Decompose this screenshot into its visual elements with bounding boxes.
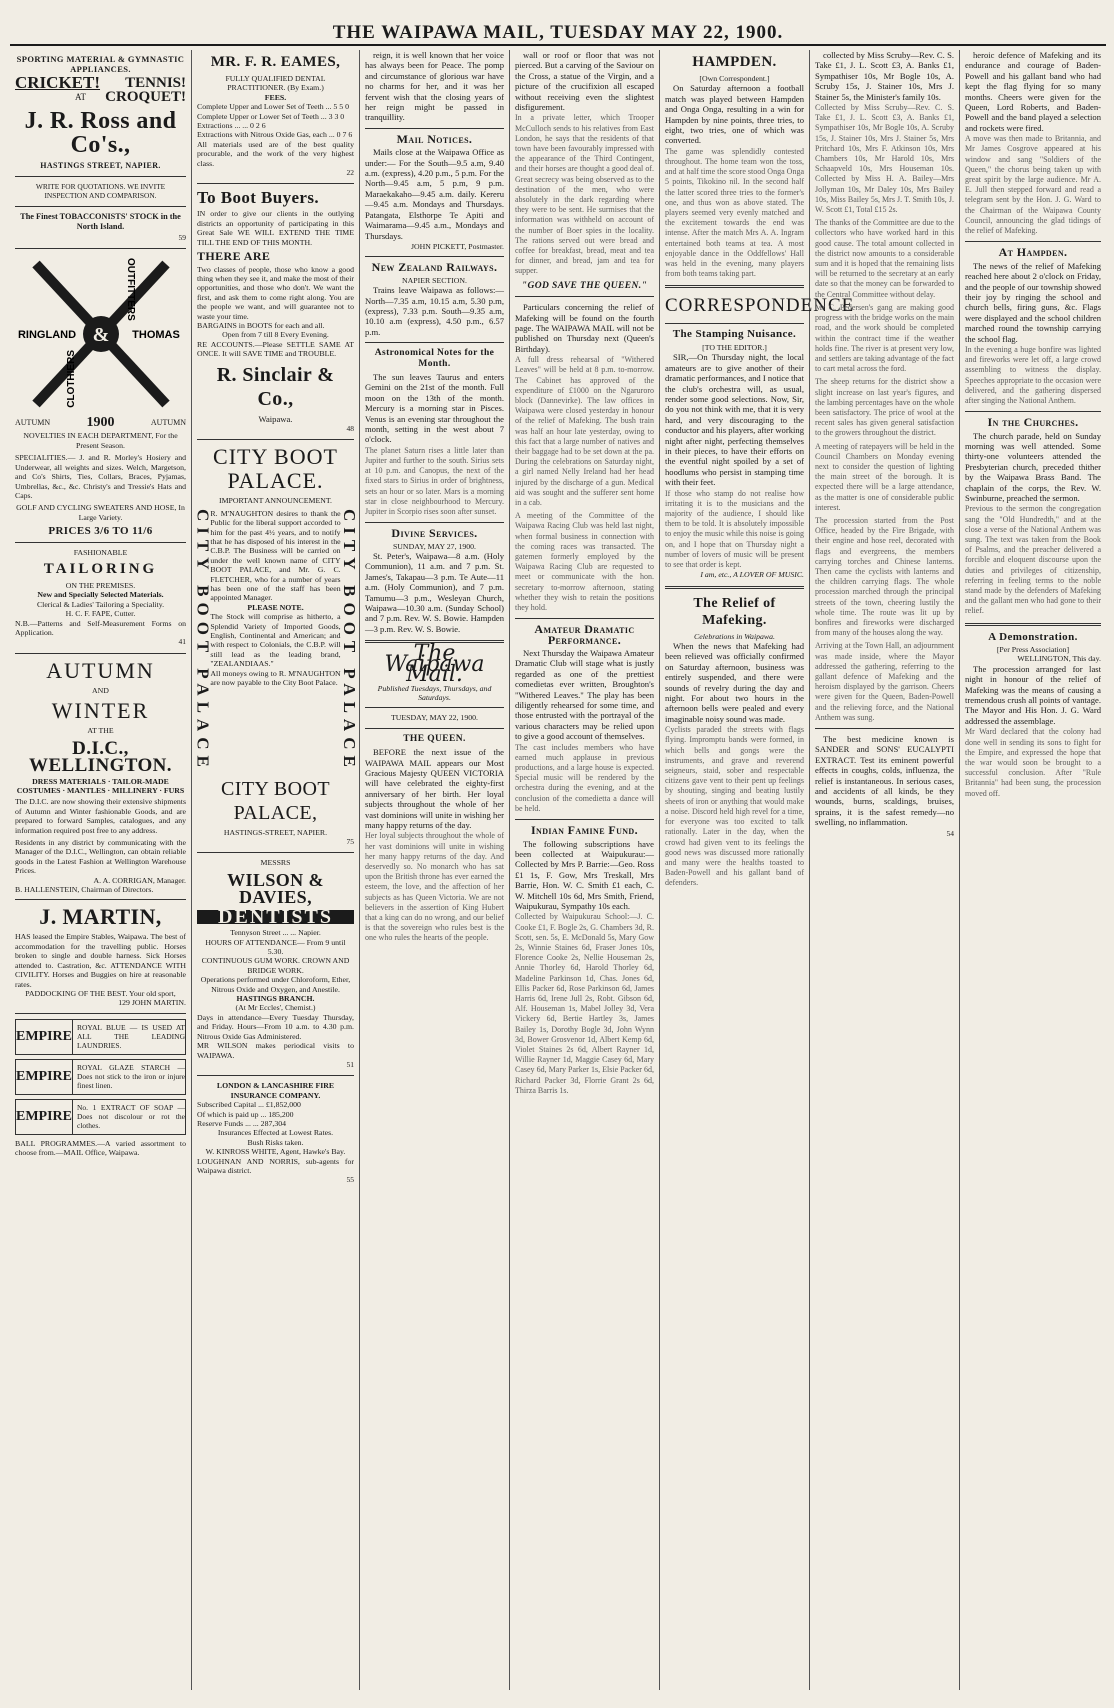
- napier-section: NAPIER SECTION.: [402, 275, 467, 285]
- queen-text: BEFORE the next issue of the WAIPAWA MAIL appears our Most Gracious Majesty QUEEN VICTORIA will have celebrated the eighty-first anniversary of her birth. Her loyal subjects throughout the whole of her vast dominions will unite in wishing her many happy returns of the day.: [365, 747, 504, 830]
- kinross-line: W. KINROSS WHITE, Agent, Hawke's Bay.: [205, 1147, 346, 1157]
- autumn-right: AUTUMN: [150, 418, 186, 428]
- city-boot-footer: CITY BOOT PALACE,: [221, 777, 330, 824]
- column-7: heroic defence of Mafeking and its endurance and courage of Baden-Powell and his gallant band who had kept the flag flying for so many months. Cheers were given for the Queen, Lord Roberts, and Baden-Powell and the band played a selection and rockets were fired. A move was then made to Britannia, and Mr James Cosgrove appeared at his window and sang "Soldiers of the Queen," the chorus being taken up with great spirit by the large audience. Mr A. E. Jull then stepped forward and read a telegram sent by the Hon. J. G. Ward to the Chairman of the Waipawa County Council, announcing the glad tidings of the relief of Mafeking. At Hampden. The news of the relief of Mafeking reached here about 2 o'clock on Friday, and the people of our township showed their joy by ringing the school and church bells, firing guns, &c. Flags were displayed and the school children marched round the township carrying the school flag. In the evening a huge bonfire was lighted and fireworks were let off, a large crowd assembling to witness the display. Speeches appropriate to the occasion were delivered, and the gathering dispersed after singing the National Anthem. In the Churches. The church parade, held on Sunday morning was well attended. Some thirty-one volunteers attended the Presbyterian church, preceded thither by the Waipawa Brass Band. The chaplain of the corps, the Rev. W. Swinburne, preached the sermon. Previous to the sermon the congregation sang the "Old Hundredth," and at the close a verse of the National Anthem was sung. The text was taken from the Book of Psalms, and the preacher delivered a forcible and eloquent discourse upon the duties and privileges of citizenship, referring in feeling terms to the noble stand made by the defenders of Mafeking and the gallant men who had gone to their relief. A Demonstration. [Per Press Association] WELLINGTON, This day. The procession arranged for last night in honour of the relief of Mafeking was the means of causing a tremendous crush all points of vantage. The Mayor and His Hon. J. G. Ward addressed the assemblage. Mr Ward declared that the colony had done well in sending its sons to fight for the Empire, and expressed the hope that the war would soon be brought to a successful conclusion. After "Rule Britannia" had been sung, the procession moved off.: [965, 50, 1101, 798]
- rail-text: Trains leave Waipawa as follows:— North—7.35 a.m, 10.15 a.m, 5.30 p.m, (express), 7.33 p.m. South—9.35 a.m, 10.10 a.m (express), 4.50 p.m., 6.57 p.m.: [365, 285, 504, 337]
- empire-ad-2: [15, 1059, 186, 1095]
- boot-text-2: Two classes of people, those who know a good thing when they see it, and make the most of their opportunities, and those who don't. We want the first, and ask them to come right along. You are the people we want, and will guarantee not to waste your time.: [197, 264, 354, 321]
- london-lancashire: LONDON & LANCASHIRE FIRE INSURANCE COMPANY.: [216, 1081, 335, 1100]
- dateline: TUESDAY, MAY 22, 1900.: [391, 713, 478, 723]
- empire-word-2: EMPIRE: [16, 1060, 73, 1094]
- accounts-line: RE ACCOUNTS.—Please SETTLE SAME AT ONCE. It will SAVE TIME and TROUBLE.: [197, 339, 354, 359]
- divine-services-heading: Divine Services.: [391, 526, 478, 541]
- services-text: St. Peter's, Waipawa—8 a.m. (Holy Communion), 11 a.m. and 7 p.m. St. James's, Takapau—3 p.m. Te Aute—11 a.m. (Holy Communion), and 7 p.m. Tamumu—3 p.m., Wesleyan Church, Waipawa—10.30 a.m. (Sunday School) and 7 p.m. Rev. W. S. Bowie. Hampden—3 p.m. Rev. W. S. Bowie.: [365, 551, 504, 634]
- operations-line: Operations performed under Chloroform, Ether, Nitrous Oxide and Oxygen, and Anestile.: [200, 975, 351, 994]
- railways-heading: New Zealand Railways.: [371, 260, 498, 275]
- dentists-banner: DENTISTS: [197, 910, 354, 924]
- at-hampden-heading: At Hampden.: [998, 245, 1068, 260]
- demonstration-heading: A Demonstration.: [988, 630, 1078, 643]
- bargains-line: BARGAINS in BOOTS for each and all.: [197, 320, 325, 330]
- mr-wilson-line: MR WILSON makes periodical visits to WAIPAWA.: [197, 1041, 354, 1060]
- fashionable-label: FASHIONABLE: [73, 547, 128, 557]
- hampden-heading: HAMPDEN.: [692, 54, 777, 70]
- fape-line: H. C. F. FAPE, Cutter.: [65, 609, 136, 619]
- relief-text: When the news that Mafeking had been relieved was officially confirmed on Saturday afternoon, business was entirely suspended, and there were sounds of revelry during the day and night. For about two hours in the afternoon bells were pealed and every imaginable noisy sound was made.: [665, 641, 804, 724]
- city-boot-side-left: CITY BOOT PALACE: [193, 508, 213, 773]
- mail-text: Mails close at the Waipawa Office as under:— For the South—9.5 a.m, 9.40 a.m. (express), 4.20 p.m., 5 p.m. For the North—9.45 a.m, 5 p.m, 9 p.m. Maraekakaho—9.45 a.m. daily. Kereru—9.45 a.m. Mondays and Thursdays. Patangata, Elsthorpe Te Apiti and Waimarama—9.45 a.m., Mondays and Thursdays.: [365, 147, 504, 241]
- column-3: reign, it is well known that her voice has always been for Peace. The pomp and circumstance of glorious war have no charms for her, and it was her fervent wish that the closing years of her reign might be passed in tranquillity. Mail Notices. Mails close at the Waipawa Office as under:— For the South—9.5 a.m, 9.40 a.m. (express), 4.20 p.m., 5 p.m. For the North—9.45 a.m, 5 p.m, 9 p.m. Maraekakaho—9.45 a.m. daily. Kereru—9.45 a.m. Mondays and Thursdays. Patangata, Elsthorpe Te Apiti and Waimarama—9.45 a.m., Mondays and Thursdays. JOHN PICKETT, Postmaster. New Zealand Railways. NAPIER SECTION. Trains leave Waipawa as follows:— North—7.35 a.m, 10.15 a.m, 5.30 p.m, (express), 7.33 p.m. South—9.35 a.m, 10.10 a.m (express), 4.50 p.m., 6.57 p.m. Astronomical Notes for the Month. The sun leaves Taurus and enters Gemini on the 21st of the month. Full moon on the 13th of the month. Mercury is a morning star in Pisces. Venus is an evening star throughout the month, setting in the west about 7 o'clock. The planet Saturn rises a little later than Jupiter and further to the south. Sirius sets at 10 p.m. and Canopus, the next of the fixed stars to Sirius in order of brightness, sets an hour or so later. Mars is a morning star in close neighbourhood to Mercury. Jupiter in Scorpio rises soon after sunset. Divine Services. SUNDAY, MAY 27, 1900. St. Peter's, Waipawa—8 a.m. (Holy Communion), 11 a.m. and 7 p.m. St. James's, Takapau—3 p.m. Te Aute—11 a.m. (Holy Communion), and 7 p.m. Tamumu—3 p.m., Wesleyan Church, Waipawa—10.30 a.m. (Sunday School) and 7 p.m. Rev. W. S. Bowie. Hampden—3 p.m. Rev. W. S. Bowie. The Waipawa Mail. Published Tuesdays, Thursdays, and Saturdays. TUESDAY, MAY 22, 1900. THE QUEEN. BEFORE the next issue of the WAIPAWA MAIL appears our Most Gracious Majesty QUEEN VICTORIA will have celebrated the eighty-first anniversary of her birth. Her loyal subjects throughout the whole of her vast dominions will unite in wishing her many happy returns of the day. Her loyal subjects throughout the whole of her vast dominions will unite in wishing her many happy returns of the day. And deservedly so. No monarch who has sat upon the British throne has ever earned the esteem, the love, and the affection of her subjects as has Queen Victoria. We are not believers in the assertion of King Hubert that a king can do no wrong, and our belief is that the sovereign who rules best is the one who rules the hearts of the people.: [360, 50, 510, 1690]
- capital-line-2: Of which is paid up ... 185,200: [197, 1109, 294, 1119]
- empire-text-2: ROYAL GLAZE STARCH — Does not stick to the iron or injure finest linen.: [77, 1063, 185, 1091]
- ad-number-wilson: 51: [346, 1059, 354, 1069]
- astronomical-heading: Astronomical Notes for the Month.: [374, 348, 495, 369]
- dic-dept-list: DRESS MATERIALS · TAILOR-MADE COSTUMES · MANTLES · MILLINERY · FURS: [16, 776, 185, 795]
- sinclair-town: Waipawa.: [258, 413, 293, 424]
- relief-particulars: Particulars concerning the relief of Mafeking will be found on the fourth page. The WAIPAWA MAIL will not be published on Thursday next (Queen's Birthday).: [515, 302, 654, 354]
- martin-text: HAS leased the Empire Stables, Waipawa. The best of accommodation for the travelling public. Horses broken to single and double harness. Sick Horses attended to. Castration, &c. ATTENDANCE WITH CIVILITY. Horses and Buggies on hire at reasonable rates.: [15, 932, 186, 989]
- fee-line-1: Complete Upper and Lower Set of Teeth ... 5 5 0: [197, 102, 349, 112]
- corrigan-line: A. A. CORRIGAN, Manager.: [93, 875, 186, 885]
- boot-buyers-heading: To Boot Buyers.: [197, 188, 320, 208]
- insurances-line: Insurances Effected at Lowest Rates.: [217, 1128, 334, 1138]
- wellington-dateline: WELLINGTON, This day.: [1017, 654, 1101, 664]
- clerical-line: Clerical & Ladies' Tailoring a Speciality.: [36, 599, 165, 609]
- at-the-label: AT THE: [87, 726, 114, 736]
- lougnan-line: LOUGHNAN AND NORRIS, sub-agents for Waipawa district.: [197, 1156, 354, 1175]
- dentist-sub: FULLY QUALIFIED DENTAL PRACTITIONER. (By Exam.): [225, 74, 326, 93]
- gsq-line: "GOD SAVE THE QUEEN.": [521, 280, 648, 291]
- published-line: Published Tuesdays, Thursdays, and Saturdays.: [377, 683, 492, 702]
- residents-text: Residents in any district by communicating with the Manager of the D.I.C., Wellington, can obtain reliable goods in the Latest Fashion at Wellington Warehouse Prices.: [15, 838, 186, 876]
- boot-text: IN order to give our clients in the outlying districts an opportunity of participating in this Great Sale WE WILL EXTEND THE TIME TILL THE END OF THIS MONTH.: [197, 209, 354, 247]
- moneys-text: All moneys owing to R. M'NAUGHTON are now payable to the City Boot Palace.: [210, 668, 341, 688]
- winter-heading: WINTER: [51, 698, 150, 724]
- novelties-text: NOVELTIES IN EACH DEPARTMENT, For the Present Season.: [23, 431, 178, 450]
- stamping-text: SIR,—On Thursday night, the local amateurs are to give another of their dramatic performances, and I notice that the club's orchestra will, as usual, render some good selections. Now, Sir, do you not think with me, that it is very hard, and very discouraging to the conductor and his players, after working night after night, perfecting themselves in their pieces, to have their efforts on the eventful night spoiled by a set of hoodlums who persist in stamping time with their feet.: [665, 352, 804, 488]
- fee-line-4: Extractions with Nitrous Oxide Gas, each ... 0 7 6: [197, 130, 353, 140]
- empire-word-3: EMPIRE: [16, 1100, 73, 1134]
- logo-ringland: RINGLAND: [17, 329, 76, 342]
- fee-line-2: Complete Upper or Lower Set of Teeth ... 3 3 0: [197, 111, 345, 121]
- amateur-heading: Amateur Dramatic Performance.: [534, 622, 635, 647]
- hallenstein-line: B. HALLENSTEIN, Chairman of Directors.: [15, 885, 154, 895]
- sunday-date: SUNDAY, MAY 27, 1900.: [392, 541, 477, 551]
- materials-line: New and Specially Selected Materials.: [37, 590, 164, 600]
- city-boot-text: R. M'NAUGHTON desires to thank the Public for the liberal support accorded to him for the past 4½ years, and to notify that he has disposed of his interest in the C.B.P. The Business will be carried on under the well known name of CITY BOOT PALACE, and Mr. G. C. FLETCHER, who for a number of years has been one of the staff has been appointed Manager.: [210, 508, 341, 603]
- relief-heading: The Relief of Mafeking.: [693, 595, 776, 628]
- there-are-heading: THERE ARE: [197, 249, 271, 264]
- astro-text: The sun leaves Taurus and enters Gemini on the 21st of the month. Full moon on the 13th of the month. Mercury is a morning star in Pisces. Venus is an evening star throughout the month, setting in the west about 7 o'clock.: [365, 371, 504, 445]
- logo-outfitters: OUTFITTERS: [124, 258, 136, 321]
- at-hampden-text: The news of the relief of Mafeking reached here about 2 o'clock on Friday, and the people of our township showed their joy by ringing the school and church bells, firing guns, &c. Flags were displayed and the school children marched round the township carrying the school flag.: [965, 260, 1101, 344]
- paddock-line: PADDOCKING OF THE BEST. Your old sport,: [25, 988, 176, 998]
- to-editor: [TO THE EDITOR.]: [702, 342, 767, 352]
- at-eccles: (At Mr Eccles', Chemist.): [235, 1003, 316, 1013]
- cricket-heading: CRICKET!: [15, 72, 101, 92]
- fees-note: All materials used are of the best quality procurable, and the work of the very highest class.: [197, 139, 354, 168]
- ad-number-insurance: 55: [346, 1175, 354, 1185]
- empire-word-1: EMPIRE: [16, 1020, 73, 1054]
- hastings-street: HASTINGS-STREET, NAPIER.: [223, 827, 328, 837]
- own-correspondent: [Own Correspondent.]: [699, 74, 770, 83]
- ad-number-tailoring: 41: [178, 637, 186, 647]
- ross-firm-name: J. R. Ross and Co's.,: [24, 107, 177, 158]
- days-text: Days in attendance—Every Tuesday Thursday, and Friday. Hours—From 10 a.m. to 4.30 p.m. Nitrous Oxide Gas Administered.: [197, 1012, 354, 1041]
- ad-number-dentist: 22: [346, 168, 354, 178]
- paper-title: The Waipawa Mail.: [384, 641, 485, 688]
- specialities-text: SPECIALITIES.— J. and R. Morley's Hosiery and Underwear, all weights and sizes. Welch, Margetson, and Co's Shirts, Ties, Collars, Braces, Pyjamas, Umbrellas, &c., &c. Christy's and Tressie's Hats and Caps.: [15, 453, 186, 500]
- tobacco-line: The Finest TOBACCONISTS' STOCK in the North Island.: [20, 211, 181, 232]
- churches-heading: In the Churches.: [987, 415, 1079, 430]
- hastings-branch: HASTINGS BRANCH.: [236, 994, 315, 1004]
- column-6: collected by Miss Scruby—Rev. C. S. Take £1, J. L. Scott £3, A. Banks £1, Sympathiser 10s, Mr Bogle 10s, A. Scruby 15s, J. Stainer 10s, Mrs J. Stainer 5s, the Minister's family 10s. Collected by Miss Scruby—Rev. C. S. Take £1, J. L. Scott £3, A. Banks £1, Sympathiser 10s, Mr Bogle 10s, A. Scruby 15s, J. Stainer 10s, Mrs J. Stainer 5s, Mrs Pritchard 10s, Mrs F. Atkinson 10s, Mrs Chambers 10s, Mr Harold 10s, Mrs Schaapveld 10s, Mrs Houseman 10s. Collected by Miss H. A. Bailey—Mrs Jollyman 10s, Mr Daley 10s, Mrs Bailey 10s, Miss Bailey 5s, Mrs J. T. Smith 10s, J. W. Scott £1, Total £15 2s. The thanks of the Committee are due to the collectors who have worked hard in this good cause. The total amount collected in the district now amounts to a considerable sum and it is hoped that the remaining lists will be returned to the secretary at an early date so that the money can be forwarded to the Central Committee without delay. Mr C. Pedersen's gang are making good progress with the bridge works on the main road, and the work should be completed within the contract time if the weather holds fine. The river is at present very low, and settlers are taking advantage of the fact to cart metal across the ford. The sheep returns for the district show a slight increase on last year's figures, and the lambing percentages have on the whole been satisfactory. The price of wool at the recent sales has given general satisfaction to the growers throughout the district. A meeting of ratepayers will be held in the Council Chambers on Monday evening next to consider the question of lighting the main street of the borough. It is expected there will be a large attendance, as the matter is one of considerable public interest. The procession started from the Post Office, headed by the Fire Brigade, with their engine and hose reel, decorated with flags and evergreens, the members carrying torches and Chinese lanterns. Then came the cyclists with lanterns and the children carrying flags. The whole procession marched through the principal streets of the town, cheering lustily the whole time. The route was lit up by bonfires and fireworks were discharged from many of the houses along the way. Arriving at the Town Hall, an adjournment was made inside, where the Mayor addressed the gathering, referring to the gallant defence of Mafeking and the heroism displayed by the garrison. Cheers were given for the Queen, Baden-Powell and the relieving force, and the National Anthem was sung. The best medicine known is SANDER and SONS' EUCALYPTI EXTRACT. Test its eminent powerful effects in coughs, colds, influenza, the relief is instantaneous. In serious cases, and accidents of all kinds, be they wounds, burns, scaldings, bruises, sprains, it is the safest remedy—no swelling, no inflammation. 54: [810, 50, 960, 1690]
- masthead: THE WAIPAWA MAIL, TUESDAY MAY 22, 1900.: [10, 22, 1106, 46]
- eucalypti-advert: The best medicine known is SANDER and SONS' EUCALYPTI EXTRACT. Test its eminent powerful effects in coughs, colds, influenza, the relief is instantaneous. In serious cases, and accidents of all kinds, be they wounds, burns, scaldings, bruises, sprains, it is the safest remedy—no swelling, no inflammation.: [815, 734, 954, 828]
- dentist-name: MR. F. R. EAMES,: [210, 54, 341, 70]
- ad-number: 59: [178, 232, 186, 242]
- postmaster-line: JOHN PICKETT, Postmaster.: [411, 241, 504, 251]
- ad-number-city-boot: 75: [346, 837, 354, 847]
- at-label: AT: [75, 92, 86, 103]
- celebrations-line: Celebrations in Waipawa.: [694, 631, 775, 641]
- ross-address: HASTINGS STREET, NAPIER.: [40, 160, 161, 170]
- correspondence-heading: CORRESPONDENCE: [665, 295, 855, 317]
- press-association: [Per Press Association]: [996, 645, 1070, 655]
- sinclair-heading: R. Sinclair & Co.,: [216, 363, 335, 410]
- and-label: AND: [92, 685, 109, 695]
- sporting-heading: SPORTING MATERIAL & GYMNASTIC APPLIANCES.: [16, 54, 185, 75]
- tennyson-line: Tennyson Street ... ... Napier.: [230, 928, 321, 938]
- continuous-line: CONTINUOUS GUM WORK. CROWN AND BRIDGE WORK.: [201, 956, 350, 975]
- column-4: wall or roof or floor that was not pierced. But a carving of the Saviour on the Cross, a statue of the Virgin, and a picture of the crucifixion all escaped without receiving even the slightest disfigurement. In a private letter, which Trooper McCulloch sends to his relatives from East London, he says that the residents of that town have been favourably impressed with the appearance of the Third Contingent, and their horses are thought a good deal of. Great secrecy was being observed as to the destination of the men, who were absolutely in the dark regarding where they were to be sent. He surmises that the information was withheld on account of the number of Boer spies in the locality. The rations served out were bread and coffee for breakfast, bread, meat and tea for dinner, and bread, jam and tea for supper. "GOD SAVE THE QUEEN." Particulars concerning the relief of Mafeking will be found on the fourth page. The WAIPAWA MAIL will not be published on Thursday next (Queen's Birthday). A full dress rehearsal of "Withered Leaves" will be held at 8 p.m. to-morrow. The Cabinet has approved of the expenditure of £1000 on the Ngaruroro block (Dannevirke). The law offices in Waipawa were closed yesterday in honour of the relief of Mafeking. The bush train was half an hour late yesterday, owing to this fact that a large number of natives and their baggage had to be set down at the pa. During the celebrations on Saturday night, a girl named Nelly Ireland had her head injured by the discharge of a gun. Medical aid was sought and the sufferer sent home in a cab. A meeting of the Committee of the Waipawa Racing Club was held last night, when formal business in connection with the coming races was transacted. The gatemen formerly employed by the Waipawa Racing Club are requested to meet or communicate with the hon. secretary to-morrow afternoon, stating whether they wish to retain the positions they hold. Amateur Dramatic Performance. Next Thursday the Waipawa Amateur Dramatic Club will stage what is justly regarded as one of the prettiest comedietas ever written, Broughton's "Withered Leaves." The play has been diligently rehearsed for some time, and those entrusted with the portrayal of the various characters may be relied upon to give a good account of themselves. The cast includes members who have earned much applause in previous productions, and a large house is expected. Special music will be rendered by the orchestra during the evening, and at the conclusion of the comedietta a dance will be held. Indian Famine Fund. The following subscriptions have been collected at Waipukurau:— Collected by Mrs P. Barrie:—Geo. Ross £1 1s, F. Gow, Mrs Treskall, Mrs Barrie, Hon. W. C. Smith £1 each, C. W. Mitchell 10s 6d, Mrs Smith, Friend, Waipukurau, Sympathy 10s each. Collected by Waipukurau School:—J. C. Cooke £1, F. Bogle 2s, G. Chambers 3d, R. Scott, sen. 5s, E. McDonald 5s, Mary Gow 2s, Winnie Staines 6d, Fraser Jones 10s, Florence Cooke 2s, Nellie Houseman 2s, Annie Thorley 6d, Harold Thorley 6d, Madeline Parkinson 1d, Chas. Jones 6d, Ellis Packer 6d, Rose Parkinson 6d, James Harris 6d, Irene Jull 2s, Robt. Gibson 6d, Alf. Houseman 1s, Mabel Jolley 3d, Vera Vickery 6d, Bertie Hartley 3s, James Bailey 1s, Dorothy Bogle 3d, John Wynn 3d, Bower Grosvenor 1d, Albert Kemp 6d, Violet Staines 2s 6d, Albert Rayner 1d, Willie Rayner 1d, Maggie Casey 6d, Mary Casey 6d, Mary Parker 1s, Elsie Packer 6d, Richard Packer 3d, Florrie Grant 2s 6d, Thirza Barris 1s.: [510, 50, 660, 1690]
- indian-famine-heading: Indian Famine Fund.: [530, 823, 639, 838]
- hampden-text: On Saturday afternoon a football match was played between Hampden and Onga Onga, resulting in a win for Hampden by nine points, three tries, to eight, two tries, one of which was converted.: [665, 83, 804, 146]
- indian-text: The following subscriptions have been collected at Waipukurau:— Collected by Mrs P. Barrie:—Geo. Ross £1 1s, F. Gow, Mrs Treskall, Mrs Barrie, Hon. W. C. Smith £1 each, C. W. Mitchell 10s 6d, Mrs Smith, Friend, Waipukurau, Sympathy 10s each.: [515, 838, 654, 911]
- col3-intro: reign, it is well known that her voice has always been for Peace. The pomp and circumstance of glorious war have no charms for her, and it was her fervent wish that the closing years of her reign might be passed in tranquillity.: [365, 50, 504, 123]
- column-5: HAMPDEN. [Own Correspondent.] On Saturday afternoon a football match was played between Hampden and Onga Onga, resulting in a win for Hampden by nine points, three tries, to eight, two tries, one of which was converted. The game was splendidly contested throughout. The home team won the toss, and at half time the score stood Onga Onga 5 points, Tikokino nil. In the second half the latter scored three tries to the former's one, and thus won as above stated. The players seemed very evenly matched and the excitement towards the end was intense. After the match Mrs A. A. Ingram entertained both teams at tea. A most enjoyable dance in the Oddfellows' Hall was held in the evening, many players from both teams taking part. CORRESPONDENCE The Stamping Nuisance. [TO THE EDITOR.] SIR,—On Thursday night, the local amateurs are to give another of their dramatic performances, and I notice that the club's orchestra will, as usual, render some good selections. Now, Sir, do you not think with me, that it is very hard, and very discouraging to the conductor and his players, after working night after night, perfecting themselves in their pieces, to have their efforts on the eventful night spoiled by a set of hoodlums who persist in stamping time with their feet. If those who stamp do not realise how irritating it is to the musicians and the majority of the audience, I should like them to be told. It is absolutely impossible to enjoy the music while this noise is going on, and I hope that on Thursday night a number of lovers of music will be present to see that order is kept. I am, etc., A LOVER OF MUSIC. The Relief of Mafeking. Celebrations in Waipawa. When the news that Mafeking had been relieved was officially confirmed on Saturday afternoon, business was entirely suspended, and there were sounds of revelry during the day and night. For about two hours in the afternoon bells were pealed and every imaginable noisy sound was made. Cyclists paraded the streets with flags flying. Impromptu bands were formed, in which bells and gongs were the instruments, and grave and reverend seigneurs, staid, sober and respectable citizens gave vent to their pent up feelings by shouting, singing and beating lustily sheets of iron or anything that would make a noise. Discord held high revel for a time, for everyone was too excited to talk rationally. Later in the day, when the crowd had given vent to its feelings the good news was discussed more rationally and many were the healths toasted to Baden-Powell and his gallant band of defenders.: [660, 50, 810, 1690]
- autumn-heading: AUTUMN: [46, 657, 155, 683]
- messrs-label: MESSRS: [260, 858, 291, 868]
- demonstration-text: The procession arranged for last night in honour of the relief of Mafeking was the means of causing a tremendous crush all points of vantage. The Mayor and His Hon. J. G. Ward addressed the assemblage.: [965, 663, 1101, 726]
- mail-notices-heading: Mail Notices.: [396, 131, 473, 146]
- column-1: [10, 50, 192, 1690]
- ringland-thomas-logo: [16, 254, 186, 414]
- ad-number-sinclair: 48: [346, 423, 354, 433]
- ad-number-eucalypti: 54: [946, 828, 954, 838]
- martin-heading: J. MARTIN,: [39, 904, 162, 930]
- open-line: Open from 7 till 8 Every Evening.: [222, 330, 329, 340]
- col7-text-1: heroic defence of Mafeking and its endurance and courage of Baden-Powell and his gallant band who had kept the flag flying for so many months. Cheers were given for the Queen, Lord Roberts, and Baden-Powell and the band played a selection and rockets were fired.: [965, 50, 1101, 133]
- empire-ad-1: [15, 1019, 186, 1055]
- nb-line: N.B.—Patterns and Self-Measurement Forms on Application.: [15, 618, 186, 637]
- wilson-davies-heading: WILSON & DAVIES,: [227, 869, 324, 907]
- column-container: [10, 50, 1106, 1690]
- tailoring-heading: TAILORING: [43, 560, 158, 577]
- queen-heading: THE QUEEN.: [403, 733, 466, 744]
- empire-text-3: No. 1 EXTRACT OF SOAP — Does not discolour or rot the clothes.: [77, 1103, 185, 1131]
- dic-text: The D.I.C. are now showing their extensive shipments of Autumn and Winter fashionable Goods, and are prepared to forward Samples, catalogues, and any information required post free to any address.: [15, 797, 186, 835]
- signed-line: I am, etc., A LOVER OF MUSIC.: [700, 570, 804, 580]
- tennis-heading: TENNIS!: [125, 74, 186, 91]
- quotations-line: WRITE FOR QUOTATIONS. WE INVITE INSPECTION AND COMPARISON.: [35, 182, 166, 201]
- martin-signature: 129 JOHN MARTIN.: [118, 998, 186, 1008]
- logo-thomas: THOMAS: [131, 329, 180, 342]
- capital-line-3: Reserve Funds ... ... 287,304: [197, 1118, 287, 1128]
- ball-programmes: BALL PROGRAMMES.—A varied assortment to choose from.—MAIL Office, Waipawa.: [15, 1138, 186, 1158]
- logo-ampersand: &: [92, 324, 109, 347]
- year-label: 1900: [86, 415, 115, 431]
- col4-text-1: wall or roof or floor that was not pierced. But a carving of the Saviour on the Cross, a statue of the Virgin, and a picture of the crucifixion all escaped without receiving even the slightest disfigurement.: [515, 50, 654, 113]
- empire-ad-3: [15, 1099, 186, 1135]
- prices-line: PRICES 3/6 TO 11/6: [48, 525, 153, 538]
- city-boot-side-right: CITY BOOT PALACE: [340, 508, 359, 773]
- fee-line-3: Extractions ... ... 0 2 6: [197, 121, 266, 131]
- golf-text: GOLF AND CYCLING SWEATERS AND HOSE, In Large Variety.: [16, 503, 185, 522]
- dic-heading: D.I.C., WELLINGTON.: [29, 737, 172, 776]
- column-2: [192, 50, 360, 1690]
- empire-text-1: ROYAL BLUE — IS USED AT ALL THE LEADING LAUNDRIES.: [77, 1023, 185, 1051]
- col6-text-1: collected by Miss Scruby—Rev. C. S. Take £1, J. L. Scott £3, A. Banks £1, Sympathiser 10s, Mr Bogle 10s, A. Scruby 15s, J. Stainer 10s, Mrs J. Stainer 5s, the Minister's family 10s.: [815, 50, 954, 102]
- hours-line: HOURS OF ATTENDANCE— From 9 until 5.30.: [205, 937, 346, 957]
- churches-text: The church parade, held on Sunday morning was well attended. Some thirty-one volunteers attended the Presbyterian church, preceded thither by the Waipawa Brass Band. The chaplain of the corps, the Rev. W. Swinburne, preached the sermon.: [965, 430, 1101, 503]
- important-label: IMPORTANT ANNOUNCEMENT.: [219, 496, 332, 506]
- city-boot-heading: CITY BOOT PALACE.: [213, 444, 338, 494]
- stamping-heading: The Stamping Nuisance.: [672, 328, 797, 341]
- please-note: PLEASE NOTE.: [247, 602, 304, 612]
- autumn-left: AUTUMN: [15, 418, 51, 428]
- fees-heading: FEES.: [264, 92, 287, 102]
- logo-clothiers: CLOTHIERS: [65, 350, 77, 408]
- stock-text: The Stock will comprise as hitherto, a Splendid Variety of Imported Goods, English, Continental and American; and with respect to Colonials, the C.B.P. will still lead as the leading brand, "ZEALANDIAAS.": [210, 612, 341, 669]
- premises-label: ON THE PREMISES.: [65, 580, 136, 590]
- croquet-heading: CROQUET!: [105, 89, 186, 106]
- amateur-text: Next Thursday the Waipawa Amateur Dramatic Club will stage what is justly regarded as one of the prettiest comedietas ever written, Broughton's "Withered Leaves." The play has been diligently rehearsed for some time, and those entrusted with the portrayal of the various characters may be relied upon to give a good account of themselves.: [515, 648, 654, 742]
- capital-line-1: Subscribed Capital ... £1,852,000: [197, 1100, 301, 1110]
- bush-line: Bush Risks taken.: [247, 1137, 304, 1147]
